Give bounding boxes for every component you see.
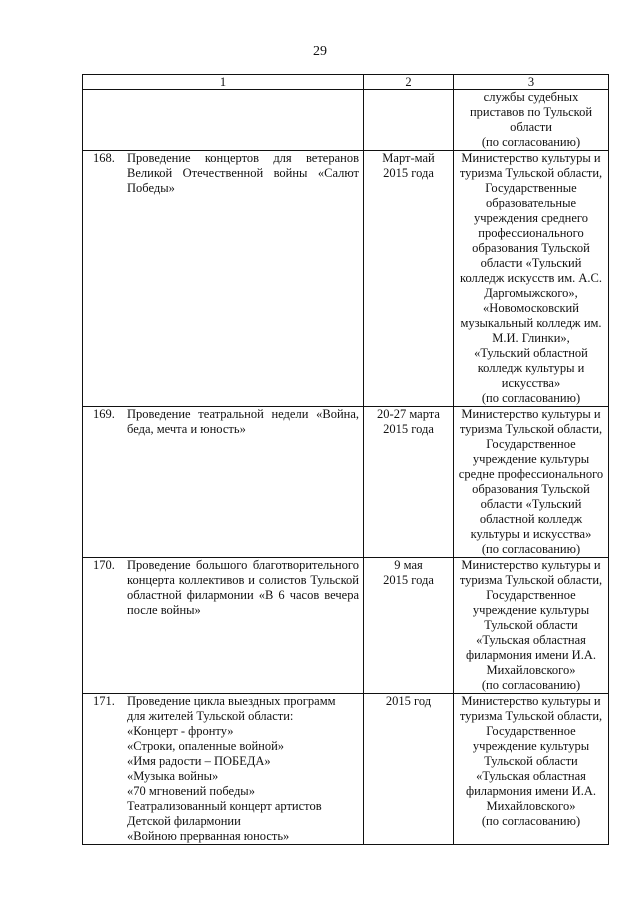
executor-line: области «Тульский bbox=[480, 256, 582, 270]
executor-line: Михайловского» bbox=[486, 799, 576, 813]
executor-line: учреждения среднего bbox=[474, 211, 588, 225]
executor-line: (по согласованию) bbox=[481, 814, 581, 828]
executor-line: туризма Тульской области, bbox=[459, 166, 603, 180]
table-row-continued bbox=[83, 90, 609, 151]
executor-line: (по согласованию) bbox=[481, 135, 581, 149]
executor-cell bbox=[454, 90, 609, 151]
event-description-line: «Строки, опаленные войной» bbox=[127, 739, 285, 753]
table-row bbox=[83, 151, 609, 407]
executor-line: приставов по Тульской bbox=[469, 105, 593, 119]
event-description-line: «Войною прерванная юность» bbox=[127, 829, 290, 843]
executor-line: «Тульская областная bbox=[476, 769, 586, 783]
executor-line: (по согласованию) bbox=[481, 678, 581, 692]
executor-line: образовательные bbox=[485, 196, 577, 210]
executor-line: средне профессионального bbox=[458, 467, 604, 481]
executor-line: учреждение культуры bbox=[472, 603, 590, 617]
executor-line: колледж культуры и bbox=[477, 361, 585, 375]
event-description-line: Проведение цикла выездных программ bbox=[127, 694, 336, 708]
executor-cell bbox=[454, 407, 609, 558]
event-description-line: «Имя радости – ПОБЕДА» bbox=[127, 754, 271, 768]
row-number: 171. bbox=[93, 694, 115, 708]
date-line: 2015 года bbox=[383, 166, 434, 180]
executor-line: Министерство культуры и bbox=[461, 694, 601, 708]
row-number: 169. bbox=[93, 407, 115, 421]
executor-line: Государственные bbox=[485, 181, 577, 195]
desc-cell bbox=[83, 558, 364, 694]
executor-line: области bbox=[510, 120, 552, 134]
executor-line: искусства» bbox=[501, 376, 561, 390]
executor-line: образования Тульской bbox=[472, 241, 590, 255]
executor-line: образования Тульской bbox=[472, 482, 590, 496]
desc-cell bbox=[83, 151, 364, 407]
executor-line: филармония имени И.А. bbox=[465, 648, 596, 662]
column-header-1: 1 bbox=[83, 75, 364, 90]
executor-line: Тульской области bbox=[484, 618, 578, 632]
event-description-line: «70 мгновений победы» bbox=[127, 784, 255, 798]
date-line: 2015 года bbox=[383, 422, 434, 436]
date-line: 2015 год bbox=[385, 694, 432, 708]
event-description: Проведение театральной недели «Война, беда, мечта и юность» bbox=[127, 407, 359, 436]
executor-line: Даргомыжского», bbox=[484, 286, 578, 300]
executor-line: «Тульская областная bbox=[476, 633, 586, 647]
executor-line: Тульской области bbox=[484, 754, 578, 768]
executor-line: туризма Тульской области, bbox=[459, 422, 603, 436]
row-number: 170. bbox=[93, 558, 115, 572]
event-description-line: «Музыка войны» bbox=[127, 769, 219, 783]
row-number: 168. bbox=[93, 151, 115, 165]
executor-cell bbox=[454, 694, 609, 845]
executor-line: Государственное bbox=[486, 588, 576, 602]
table-row bbox=[83, 694, 609, 845]
event-description-line: Театрализованный концерт артистов bbox=[127, 799, 322, 813]
date-line: 20-27 марта bbox=[377, 407, 440, 421]
date-cell bbox=[364, 407, 454, 558]
executor-line: областной колледж bbox=[479, 512, 583, 526]
executor-line: культуры и искусства» bbox=[470, 527, 592, 541]
executor-line: учреждение культуры bbox=[472, 739, 590, 753]
column-header-3: 3 bbox=[454, 75, 609, 90]
event-description-line: для жителей Тульской области: bbox=[127, 709, 294, 723]
executor-line: службы судебных bbox=[483, 90, 579, 104]
date-line: 2015 года bbox=[383, 573, 434, 587]
executor-line: музыкальный колледж им. bbox=[460, 316, 602, 330]
executor-line: Михайловского» bbox=[486, 663, 576, 677]
executor-line: (по согласованию) bbox=[481, 542, 581, 556]
executor-line: колледж искусств им. А.С. bbox=[460, 271, 602, 285]
executor-line: «Тульский областной bbox=[474, 346, 588, 360]
executor-line: «Новомосковский bbox=[483, 301, 579, 315]
table-row bbox=[83, 558, 609, 694]
events-table bbox=[82, 74, 609, 845]
date-cell bbox=[364, 558, 454, 694]
executor-line: области «Тульский bbox=[480, 497, 582, 511]
desc-cell bbox=[83, 407, 364, 558]
executor-line: филармония имени И.А. bbox=[465, 784, 596, 798]
table-header-row bbox=[83, 75, 609, 90]
executor-line: Министерство культуры и bbox=[461, 558, 601, 572]
event-description-line: «Концерт - фронту» bbox=[127, 724, 234, 738]
executor-line: туризма Тульской области, bbox=[459, 709, 603, 723]
page-number: 29 bbox=[313, 44, 327, 59]
executor-cell bbox=[454, 151, 609, 407]
executor-line: туризма Тульской области, bbox=[459, 573, 603, 587]
executor-line: Государственное bbox=[486, 437, 576, 451]
column-header-2: 2 bbox=[364, 75, 454, 90]
date-line: 9 мая bbox=[394, 558, 423, 572]
executor-line: профессионального bbox=[478, 226, 584, 240]
desc-cell bbox=[83, 694, 364, 845]
event-description: Проведение концертов для ветеранов Великой Отечественной войны «Салют Победы» bbox=[127, 151, 359, 195]
executor-cell bbox=[454, 558, 609, 694]
executor-line: Министерство культуры и bbox=[461, 151, 601, 165]
executor-line: учреждение культуры bbox=[472, 452, 590, 466]
date-cell bbox=[364, 90, 454, 151]
executor-line: М.И. Глинки», bbox=[492, 331, 570, 345]
executor-line: Министерство культуры и bbox=[461, 407, 601, 421]
date-cell bbox=[364, 694, 454, 845]
executor-line: (по согласованию) bbox=[481, 391, 581, 405]
date-line: Март-май bbox=[382, 151, 435, 165]
event-description-line: Детской филармонии bbox=[127, 814, 241, 828]
desc-cell bbox=[83, 90, 364, 151]
executor-line: Государственное bbox=[486, 724, 576, 738]
event-description: Проведение большого благотворительного концерта коллективов и солистов Тульской областной филармонии «В 6 часов вечера после войны» bbox=[127, 558, 359, 617]
table-row bbox=[83, 407, 609, 558]
date-cell bbox=[364, 151, 454, 407]
